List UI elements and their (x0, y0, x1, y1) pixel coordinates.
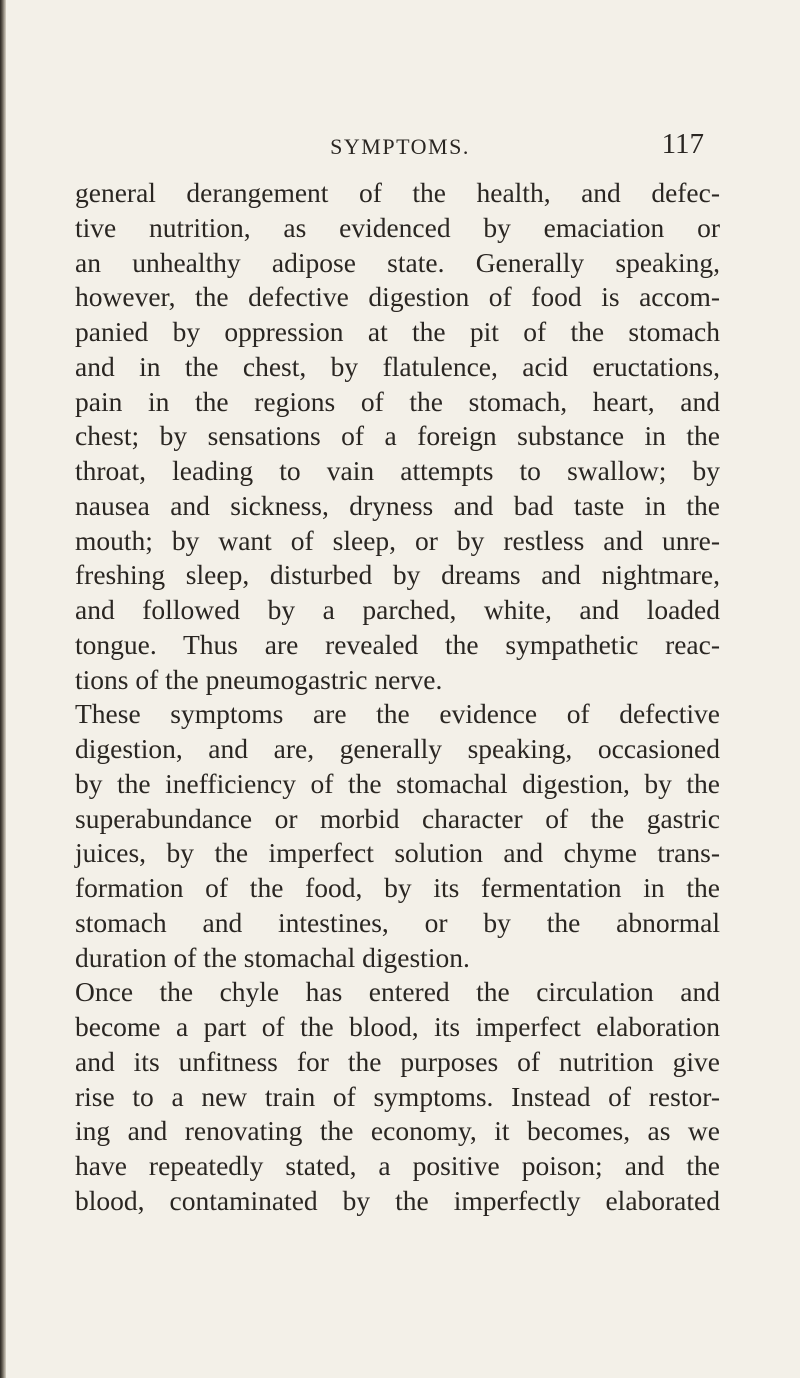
text-line: and its unfitness for the purposes of nutrition give (75, 1045, 720, 1077)
text-line: freshing sleep, disturbed by dreams and nightmare, (75, 559, 720, 591)
text-line: ing and renovating the economy, it becomes, as we (75, 1115, 720, 1147)
text-line: These symptoms are the evidence of defective (75, 698, 720, 730)
text-line: digestion, and are, generally speaking, occasioned (75, 733, 720, 764)
text-line: blood, contaminated by the imperfectly elaborated (75, 1184, 720, 1216)
text-line: pain in the regions of the stomach, heart, and (75, 385, 720, 417)
text-line: have repeatedly stated, a positive poison; and the (75, 1150, 720, 1181)
text-line: mouth; by want of sleep, or by restless and unre- (75, 524, 720, 556)
text-line: general derangement of the health, and defec- (75, 177, 720, 208)
text-line: and in the chest, by flatulence, acid eructations, (75, 350, 720, 382)
text-line: and followed by a parched, white, and loaded (75, 594, 720, 625)
text-line: tive nutrition, as evidenced by emaciation or (75, 211, 720, 243)
text-line: juices, by the imperfect solution and chyme trans- (75, 837, 720, 869)
text-line: become a part of the blood, its imperfect elaboration (75, 1011, 720, 1042)
text-line: by the inefficiency of the stomachal digestion, by the (75, 767, 720, 799)
text-line: panied by oppression at the pit of the stomach (75, 316, 720, 347)
text-line: throat, leading to vain attempts to swallow; by (75, 455, 720, 486)
page-number: 117 (661, 128, 704, 160)
running-head (0, 128, 800, 168)
text-line: Once the chyle has entered the circulation and (75, 976, 720, 1008)
text-line: however, the defective digestion of food is accom- (75, 281, 720, 313)
running-head-title: SYMPTOMS. (330, 134, 470, 159)
text-line: stomach and intestines, or by the abnormal (75, 906, 720, 938)
text-line: tongue. Thus are revealed the sympathetic reac- (75, 628, 720, 660)
page-binding-edge (0, 0, 6, 1378)
text-line: formation of the food, by its fermentation in the (75, 872, 720, 903)
text-line: superabundance or morbid character of the gastric (75, 802, 720, 834)
text-line: chest; by sensations of a foreign substance in the (75, 420, 720, 452)
text-line: nausea and sickness, dryness and bad taste in the (75, 489, 720, 521)
body-text (75, 176, 720, 1219)
text-line: an unhealthy adipose state. Generally speaking, (75, 246, 720, 278)
text-line: duration of the stomachal digestion. (75, 941, 470, 973)
text-line: tions of the pneumogastric nerve. (75, 663, 443, 695)
text-line: rise to a new train of symptoms. Instead of restor- (75, 1080, 720, 1112)
